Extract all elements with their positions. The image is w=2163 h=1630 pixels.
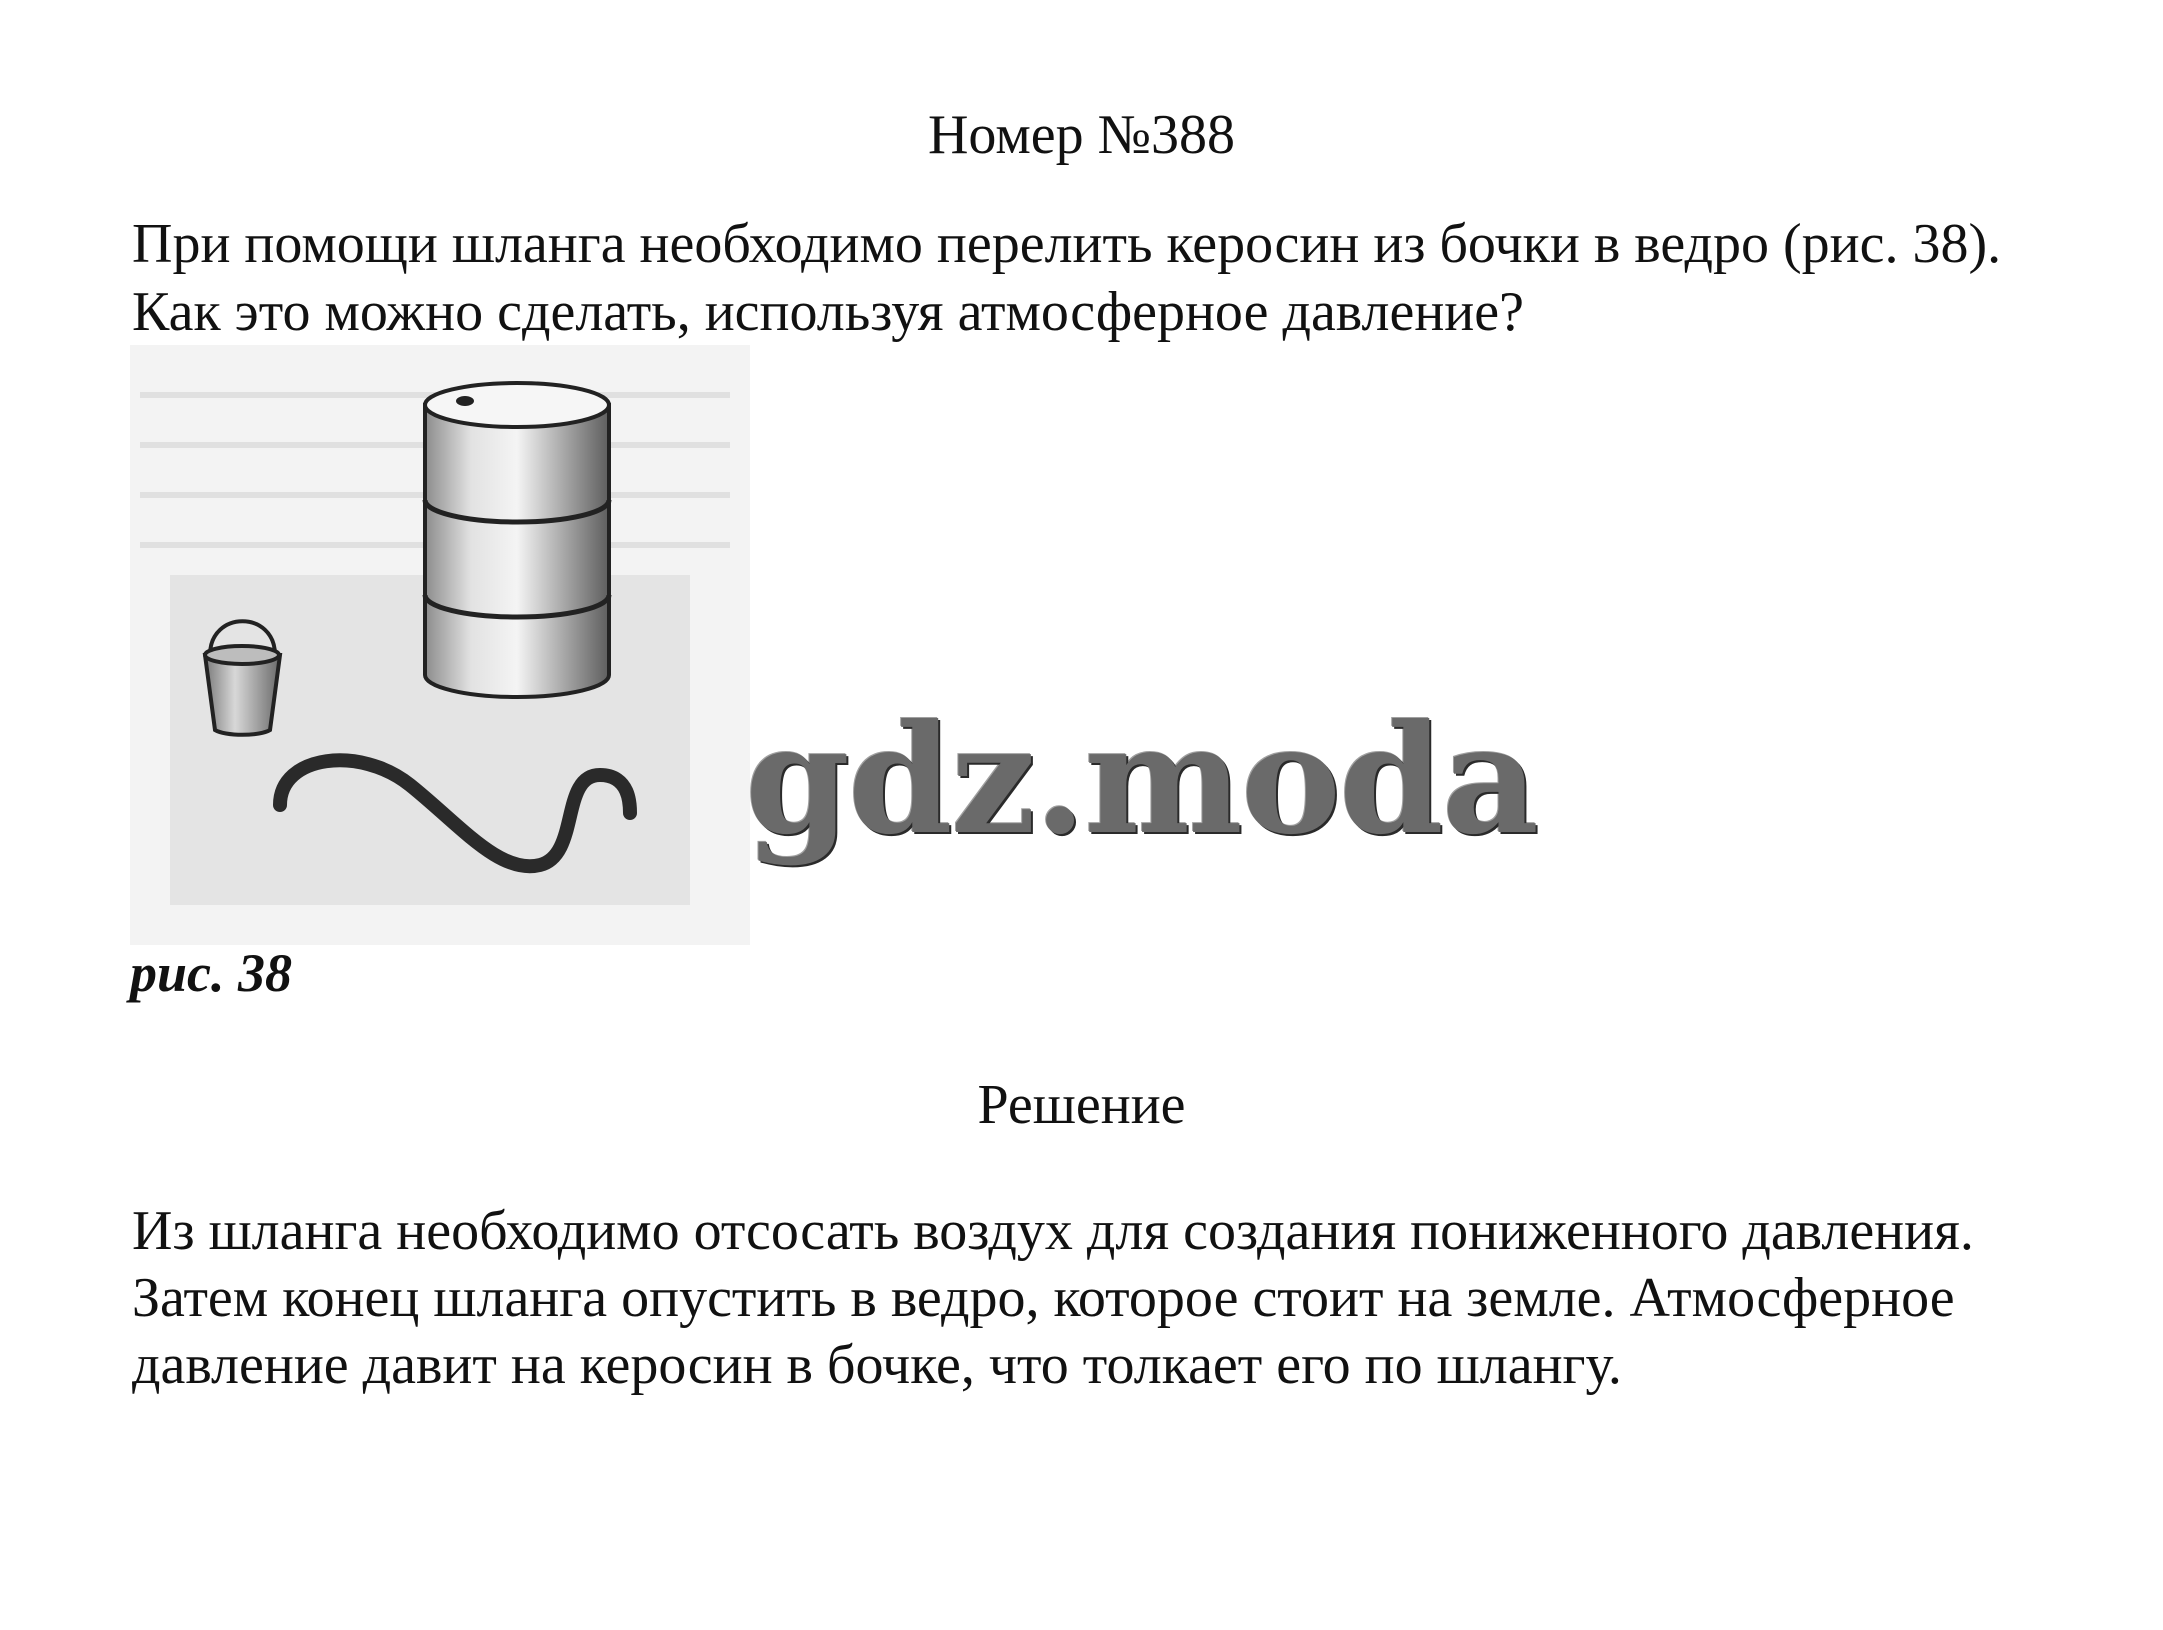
figure-illustration [130,345,750,945]
solution-text: Из шланга необходимо отсосать воздух для создания пониженного давления. Затем конец шланга опустить в ведро, которое стоит на земле. Атмосферное давление давит на керосин в бочке, что толкает его по шлангу. [132,1200,1974,1396]
figure-caption: рис. 38 [130,943,292,1003]
figure-38 [130,345,750,945]
barrel-icon [425,383,609,697]
watermark-text: gdz.moda [745,692,1538,868]
problem-question: При помощи шланга необходимо перелить керосин из бочки в ведро (рис. 38). Как это можно сделать, используя атмосферное давление? [132,213,2002,343]
problem-title: Номер №388 [927,104,1236,166]
solution-heading: Решение [977,1074,1186,1136]
